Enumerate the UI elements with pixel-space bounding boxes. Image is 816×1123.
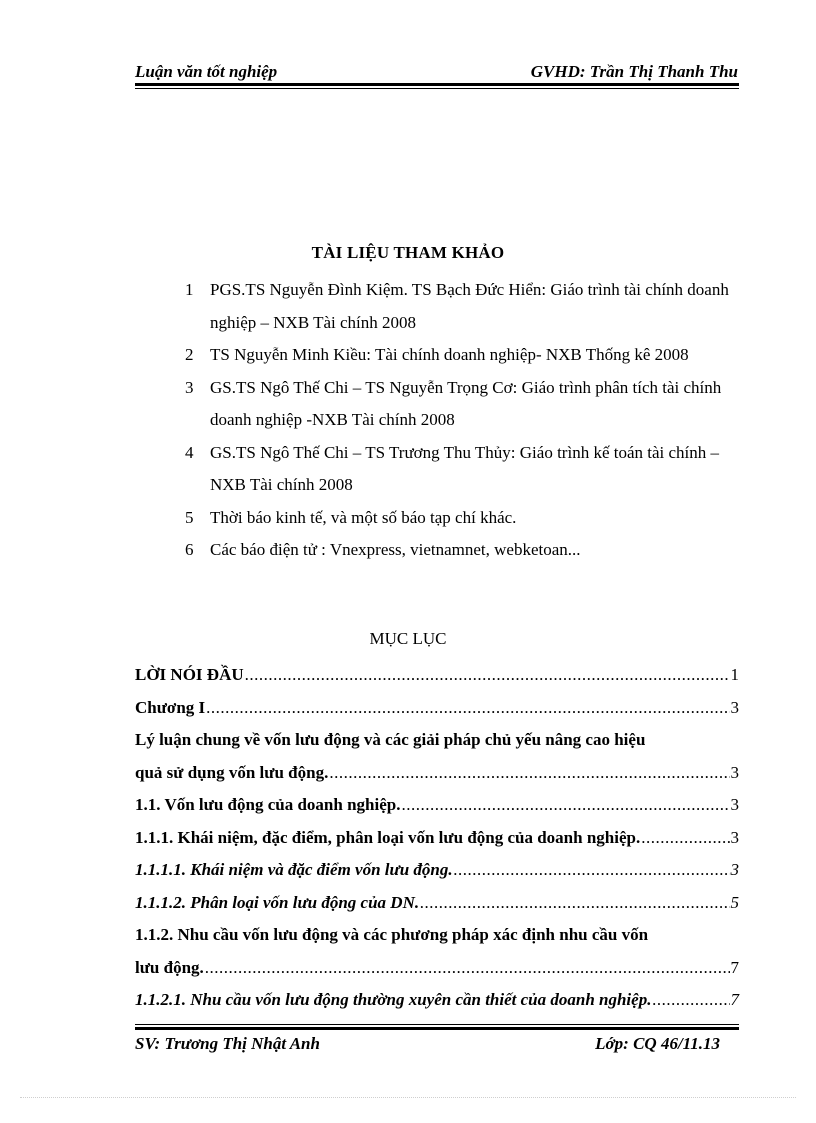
toc-leader-dots — [652, 984, 729, 1017]
footer-class: Lớp: CQ 46/11.13 — [595, 1034, 720, 1053]
reference-item — [178, 534, 738, 567]
toc-entry-page: 3 — [730, 762, 739, 782]
toc-leader-dots — [205, 952, 730, 985]
reference-number: 2 — [185, 345, 194, 364]
toc-entry[interactable] — [135, 854, 739, 887]
references-title: TÀI LIỆU THAM KHẢO — [311, 243, 505, 262]
footer-rule-thin — [135, 1024, 739, 1025]
toc-entry[interactable] — [135, 692, 739, 725]
toc-entry-page: 5 — [730, 892, 739, 912]
toc-entry-text: Chương I — [135, 697, 206, 717]
toc-entry-page: 7 — [730, 990, 739, 1009]
reference-text: GS.TS Ngô Thế Chi – TS Trương Thu Thủy: Giáo trình kế toán tài chính – NXB Tài chính 2008 — [210, 442, 720, 494]
toc-entry-page: 3 — [730, 827, 739, 847]
toc-entry-page: 3 — [730, 697, 739, 717]
reference-item — [178, 502, 738, 535]
toc-entry[interactable] — [135, 659, 739, 692]
toc-leader-dots — [641, 822, 729, 855]
header-rule-thick — [135, 83, 739, 86]
reference-text: Thời báo kinh tế, và một số báo tạp chí khác. — [210, 507, 517, 527]
reference-text: GS.TS Ngô Thế Chi – TS Nguyễn Trọng Cơ: Giáo trình phân tích tài chính doanh nghiệp -NXB Tài chính 2008 — [210, 377, 722, 429]
toc-leader-dots — [206, 692, 729, 725]
toc-leader-dots — [329, 757, 729, 790]
reference-number: 5 — [185, 507, 194, 527]
toc-entry[interactable] — [135, 822, 739, 855]
toc-entry-text: 1.1. Vốn lưu động của doanh nghiệp. — [135, 795, 401, 814]
reference-item — [178, 372, 738, 437]
toc-entry-text: lưu động. — [135, 957, 204, 977]
reference-text: PGS.TS Nguyễn Đình Kiệm. TS Bạch Đức Hiển: Giáo trình tài chính doanh nghiệp – NXB Tài chính 2008 — [210, 280, 729, 332]
toc-entry-page: 3 — [730, 795, 739, 814]
toc-entry-text-line1: Lý luận chung về vốn lưu động và các giải pháp chủ yếu nâng cao hiệu — [135, 730, 646, 749]
toc-entry[interactable] — [135, 887, 739, 920]
toc-entry-page: 1 — [730, 665, 739, 684]
toc-entry-text: LỜI NÓI ĐẦU — [135, 665, 244, 684]
references-list — [178, 274, 738, 567]
reference-number: 4 — [185, 442, 194, 462]
header-rule-thin — [135, 88, 739, 89]
reference-number: 3 — [185, 377, 194, 397]
toc-leader-dots — [245, 659, 730, 692]
reference-number: 1 — [185, 280, 194, 299]
reference-text: Các báo điện tử : Vnexpress, vietnamnet, webketoan... — [210, 540, 581, 559]
toc-entry-text: quả sử dụng vốn lưu động. — [135, 762, 329, 782]
reference-item — [178, 339, 738, 372]
footer-rule-thick — [135, 1027, 739, 1030]
reference-number: 6 — [185, 540, 194, 559]
toc-entry-text: 1.1.2.1. Nhu cầu vốn lưu động thường xuyên cần thiết của doanh nghiệp. — [135, 990, 652, 1009]
toc-leader-dots — [401, 789, 729, 822]
toc-entry[interactable] — [135, 919, 739, 984]
page-footer — [135, 1032, 720, 1056]
toc-leader-dots — [454, 854, 730, 887]
toc-entry[interactable] — [135, 984, 739, 1017]
toc-entry[interactable] — [135, 789, 739, 822]
page-header — [135, 60, 738, 84]
toc-leader-dots — [420, 887, 729, 920]
page-edge-divider — [20, 1097, 796, 1098]
reference-item — [178, 274, 738, 339]
toc-entry-text: 1.1.1. Khái niệm, đặc điểm, phân loại vốn lưu động của doanh nghiệp. — [135, 827, 641, 847]
header-supervisor: GVHD: Trần Thị Thanh Thu — [530, 62, 738, 81]
reference-item — [178, 437, 738, 502]
toc-entry-text: 1.1.1.1. Khái niệm và đặc điểm vốn lưu động. — [135, 860, 453, 879]
toc-list — [135, 659, 739, 1017]
header-thesis-label: Luận văn tốt nghiệp — [135, 62, 278, 81]
toc-entry[interactable] — [135, 724, 739, 789]
reference-text: TS Nguyễn Minh Kiều: Tài chính doanh nghiệp- NXB Thống kê 2008 — [210, 345, 689, 364]
toc-entry-page: 7 — [730, 957, 739, 977]
toc-entry-text: 1.1.1.2. Phân loại vốn lưu động của DN. — [135, 892, 420, 912]
toc-entry-page: 3 — [730, 860, 739, 879]
toc-title: MỤC LỤC — [369, 629, 447, 648]
toc-entry-text-line1: 1.1.2. Nhu cầu vốn lưu động và các phương pháp xác định nhu cầu vốn — [135, 925, 649, 944]
footer-student: SV: Trương Thị Nhật Anh — [135, 1034, 320, 1053]
